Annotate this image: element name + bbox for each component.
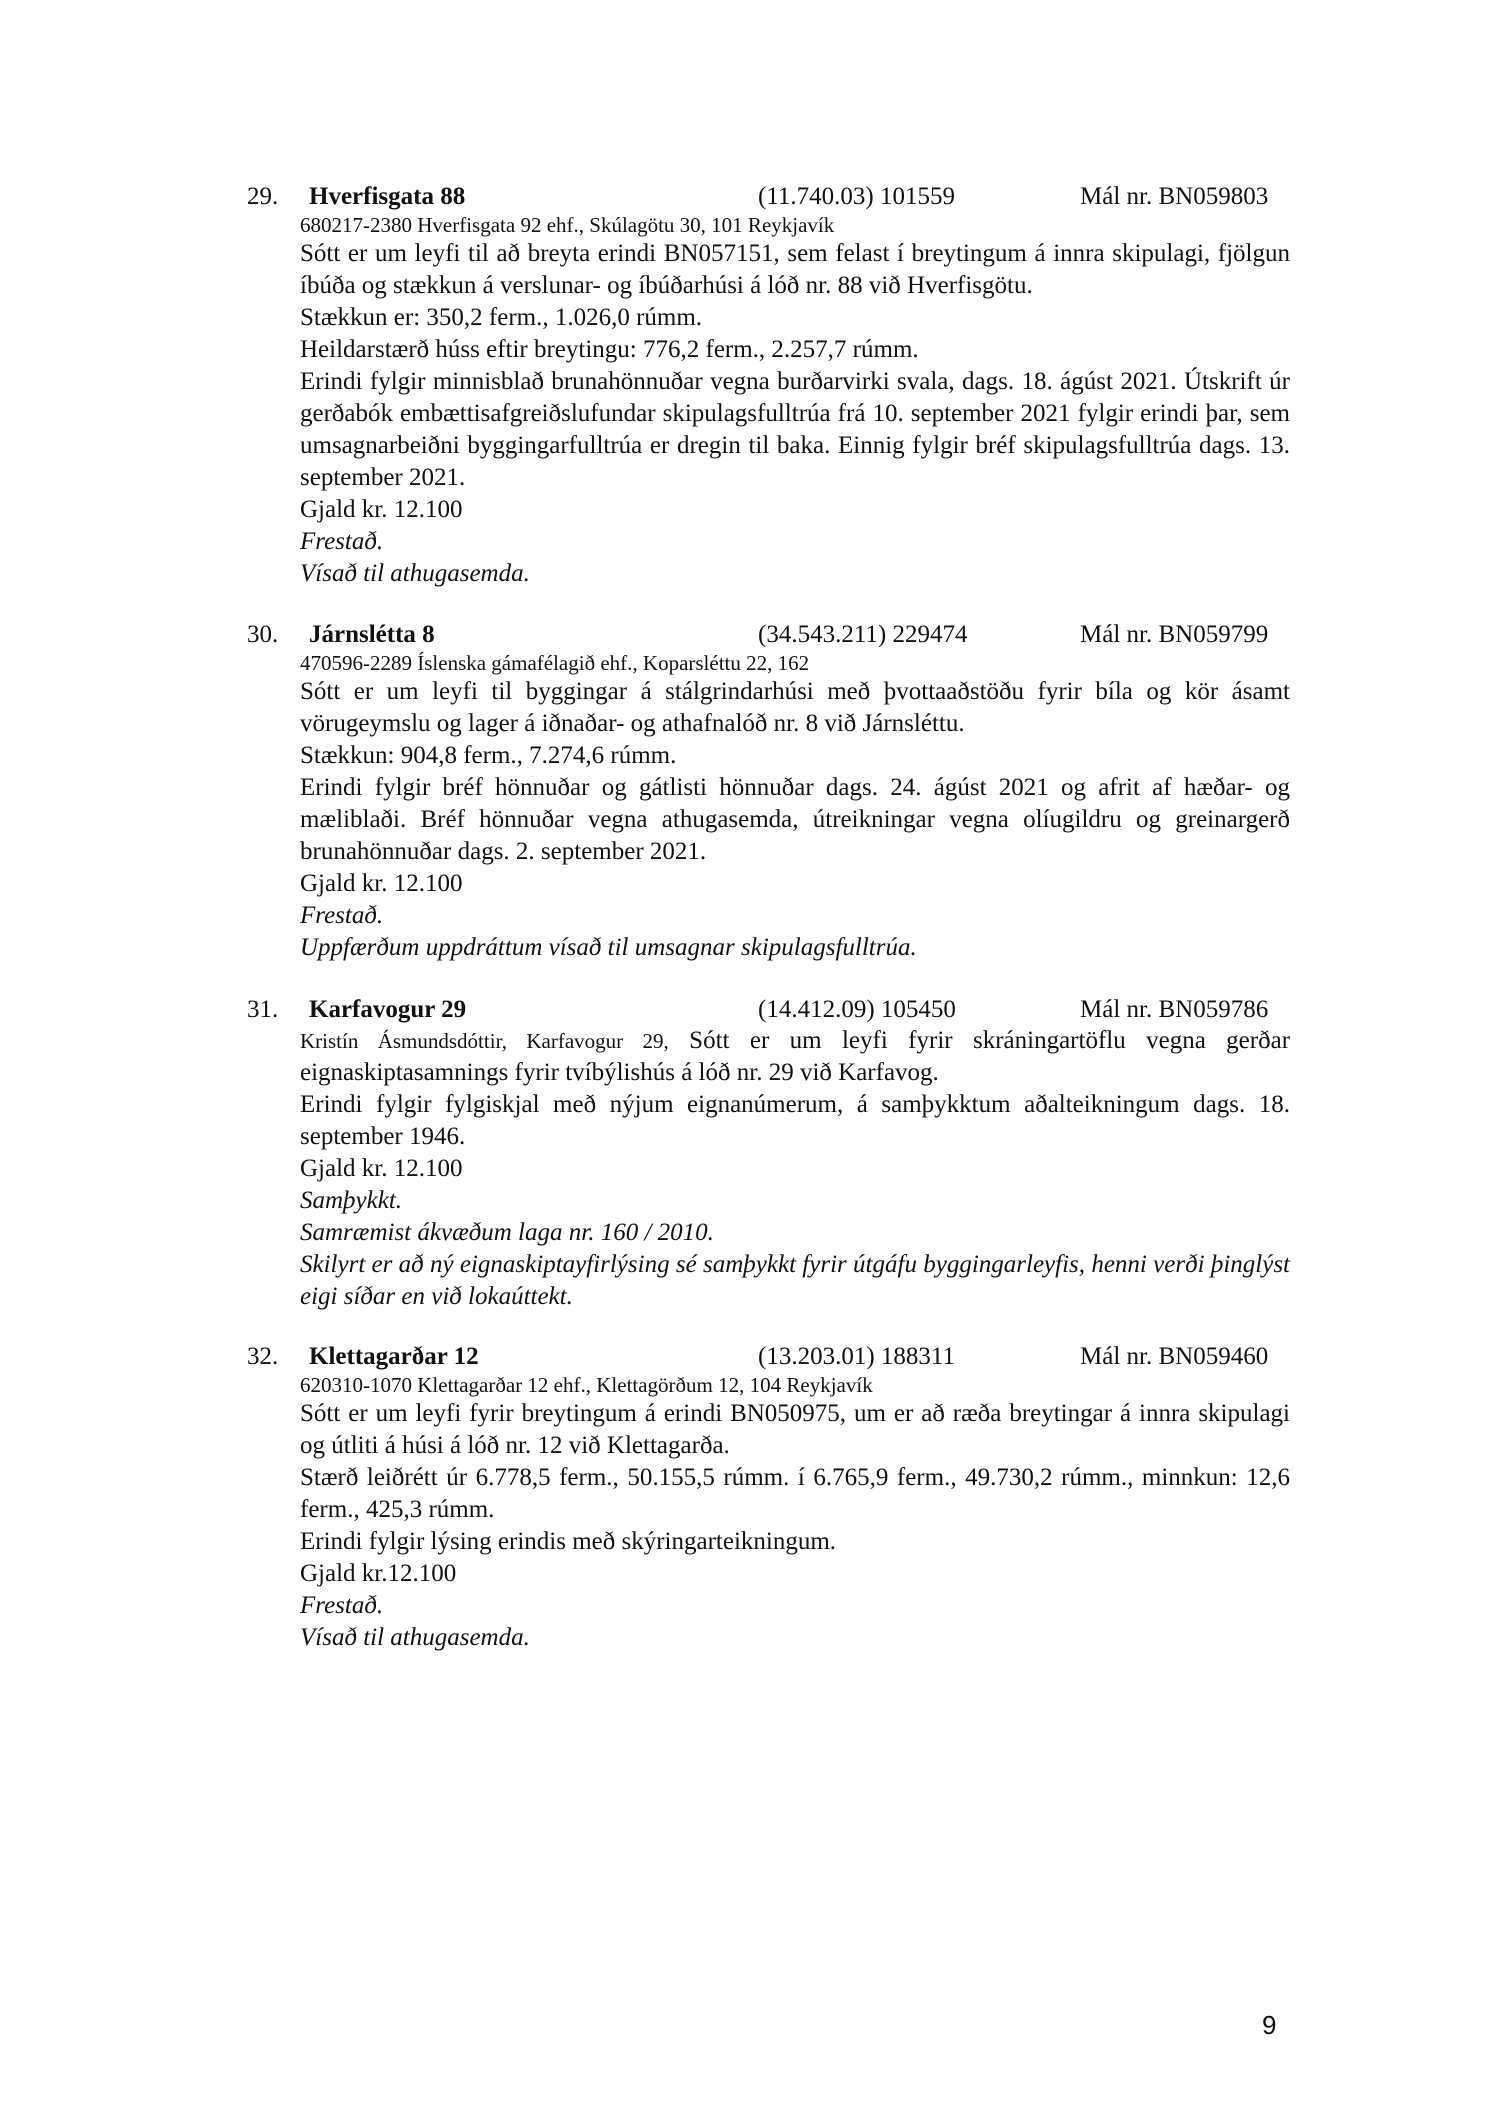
size-change: Stækkun er: 350,2 ferm., 1.026,0 rúmm. [300, 304, 703, 331]
decision: Frestað. [300, 528, 384, 555]
decision: Samþykkt. [300, 1187, 403, 1214]
description: Sótt er um leyfi til að breyta erindi BN057151, sem felast í breytingum á innra skipulagi, fjölgun íbúða og stækkun á verslunar- og íbúðarhúsi á lóð nr. 88 við Hverfisgötu. [300, 240, 1290, 299]
case-number: 31. [247, 996, 279, 1023]
case-body [300, 212, 1290, 590]
case-header [0, 182, 1500, 212]
total-size: Heildarstærð húss eftir breytingu: 776,2 ferm., 2.257,7 rúmm. [300, 336, 919, 363]
attachments: Erindi fylgir lýsing erindis með skýringarteikningum. [300, 1528, 837, 1555]
case-number: 32. [247, 1343, 279, 1370]
fee: Gjald kr. 12.100 [300, 870, 463, 897]
applicant-and-description [300, 1025, 1290, 1089]
attachments: Erindi fylgir fylgiskjal með nýjum eignanúmerum, á samþykktum aðalteikningum dags. 18. september 1946. [300, 1091, 1290, 1150]
page-number: 9 [1262, 2010, 1277, 2040]
decision: Frestað. [300, 1592, 384, 1619]
case-body [300, 650, 1290, 964]
decision-note: Vísað til athugasemda. [300, 560, 530, 587]
size-change: Stækkun: 904,8 ferm., 7.274,6 rúmm. [300, 742, 677, 769]
decision-note: Uppfærðum uppdráttum vísað til umsagnar skipulagsfulltrúa. [300, 934, 917, 961]
case-number: 29. [247, 183, 279, 210]
case-header [0, 995, 1500, 1025]
case-header [0, 620, 1500, 650]
case-entry-32 [0, 1342, 1500, 1654]
decision-condition: Skilyrt er að ný eignaskiptayfirlýsing sé samþykkt fyrir útgáfu byggingarleyfis, henni verði þinglýst eigi síðar en við lokaúttekt. [300, 1251, 1290, 1310]
case-address: Klettagarðar 12 [309, 1343, 479, 1370]
description: Sótt er um leyfi til byggingar á stálgrindarhúsi með þvottaaðstöðu fyrir bíla og kör ásamt vörugeymslu og lager á iðnaðar- og athafnalóð nr. 8 við Járnsléttu. [300, 678, 1290, 737]
land-code: (34.543.211) 229474 [758, 621, 968, 648]
fee: Gjald kr.12.100 [300, 1560, 457, 1587]
case-id: Mál nr. BN059799 [1080, 621, 1269, 648]
decision: Frestað. [300, 902, 384, 929]
case-number: 30. [247, 621, 279, 648]
case-header [0, 1342, 1500, 1372]
land-code: (14.412.09) 105450 [758, 996, 956, 1023]
fee: Gjald kr. 12.100 [300, 496, 463, 523]
case-entry-30 [0, 620, 1500, 964]
land-code: (11.740.03) 101559 [758, 183, 955, 210]
case-entry-31 [0, 995, 1500, 1313]
case-body [300, 1025, 1290, 1313]
land-code: (13.203.01) 188311 [758, 1343, 955, 1370]
decision-note: Samræmist ákvæðum laga nr. 160 / 2010. [300, 1219, 714, 1246]
fee: Gjald kr. 12.100 [300, 1155, 463, 1182]
decision-note: Vísað til athugasemda. [300, 1624, 530, 1651]
description: Sótt er um leyfi fyrir skráningartöflu vegna gerðar eignaskiptasamnings fyrir tvíbýlishús á lóð nr. 29 við Karfavog. [300, 1027, 1291, 1086]
case-address: Karfavogur 29 [309, 996, 467, 1023]
case-entry-29 [0, 182, 1500, 590]
attachments: Erindi fylgir bréf hönnuðar og gátlisti hönnuðar dags. 24. ágúst 2021 og afrit af hæðar- og mæliblaði. Bréf hönnuðar vegna athugasemda, útreikningar vegna olíugildru og greinargerð brunahönnuðar dags. 2. september 2021. [300, 774, 1290, 865]
size-correction: Stærð leiðrétt úr 6.778,5 ferm., 50.155,5 rúmm. í 6.765,9 ferm., 49.730,2 rúmm., minnkun: 12,6 ferm., 425,3 rúmm. [300, 1464, 1290, 1523]
description: Sótt er um leyfi fyrir breytingum á erindi BN050975, um er að ræða breytingar á innra skipulagi og útliti á húsi á lóð nr. 12 við Klettagarða. [300, 1400, 1290, 1459]
applicant: 470596-2289 Íslenska gámafélagið ehf., Koparsléttu 22, 162 [300, 651, 810, 675]
case-id: Mál nr. BN059460 [1080, 1343, 1269, 1370]
case-address: Hverfisgata 88 [309, 183, 466, 210]
attachments: Erindi fylgir minnisblað brunahönnuðar vegna burðarvirki svala, dags. 18. ágúst 2021. Útskrift úr gerðabók embættisafgreiðslufundar skipulagsfulltrúa frá 10. september 2021 fylgir erindi þar, sem umsagnarbeiðni byggingarfulltrúa er dregin til baka. Einnig fylgir bréf skipulagsfulltrúa dags. 13. september 2021. [300, 368, 1290, 491]
applicant: 680217-2380 Hverfisgata 92 ehf., Skúlagötu 30, 101 Reykjavík [300, 213, 835, 237]
case-address: Járnslétta 8 [309, 621, 435, 648]
case-id: Mál nr. BN059786 [1080, 996, 1269, 1023]
case-body [300, 1372, 1290, 1654]
case-id: Mál nr. BN059803 [1080, 183, 1269, 210]
applicant: Kristín Ásmundsdóttir, Karfavogur 29, [300, 1029, 669, 1053]
applicant: 620310-1070 Klettagarðar 12 ehf., Klettagörðum 12, 104 Reykjavík [300, 1373, 873, 1397]
